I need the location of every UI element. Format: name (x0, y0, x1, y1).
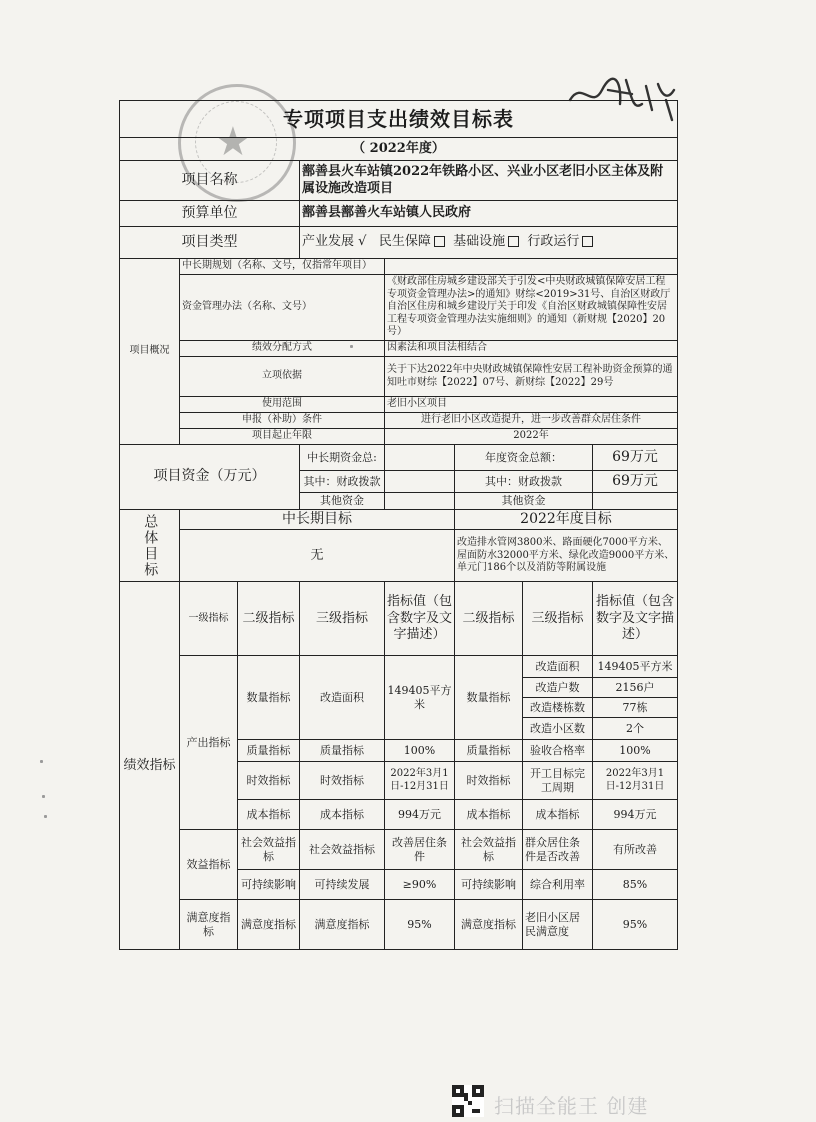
quality-value-annual: 100% (593, 740, 678, 762)
annual-other-label: 其他资金 (455, 493, 593, 510)
quantity-item-value: 77栋 (593, 698, 678, 718)
time-l3: 时效指标 (300, 762, 385, 800)
quality-l3: 质量指标 (300, 740, 385, 762)
satisfaction-indicator-label: 满意度指标 (180, 900, 238, 950)
funds-label: 项目资金（万元） (120, 445, 300, 510)
performance-table-frame (119, 100, 677, 970)
quality-l3-annual: 验收合格率 (523, 740, 593, 762)
social-l2-annual: 社会效益指标 (455, 830, 523, 870)
overview-row-value (385, 259, 678, 275)
cost-value-annual: 994万元 (593, 800, 678, 830)
value-header-mid: 指标值（包含数字及文字描述） (385, 582, 455, 656)
cost-l3: 成本指标 (300, 800, 385, 830)
overview-row-label: 中长期规划（名称、文号，仅指常年项目） (180, 259, 385, 275)
qr-code-icon (452, 1085, 484, 1117)
scan-speck (40, 760, 43, 763)
star-icon: ★ (215, 119, 251, 165)
satisfaction-l3-annual: 老旧小区居民满意度 (523, 900, 593, 950)
quantity-value: 149405平方米 (385, 656, 455, 740)
quality-l2: 质量指标 (238, 740, 300, 762)
cost-value: 994万元 (385, 800, 455, 830)
satisfaction-l2-annual: 满意度指标 (455, 900, 523, 950)
sustain-l2-annual: 可持续影响 (455, 870, 523, 900)
annual-finance-value: 69万元 (593, 471, 678, 493)
overview-row-label: 绩效分配方式 (180, 341, 385, 357)
time-l2: 时效指标 (238, 762, 300, 800)
sustain-l3-annual: 综合利用率 (523, 870, 593, 900)
satisfaction-l2: 满意度指标 (238, 900, 300, 950)
annual-other-value (593, 493, 678, 510)
cost-l2: 成本指标 (238, 800, 300, 830)
checkbox-icon (434, 236, 445, 247)
annual-goal-value: 改造排水管网3800米、路面硬化7000平方米、屋面防水32000平方米、绿化改造9000平方米、单元门186个以及消防等附属设施 (455, 530, 678, 582)
scan-speck (350, 345, 353, 348)
satisfaction-value: 95% (385, 900, 455, 950)
checkbox-icon (582, 236, 593, 247)
time-value: 2022年3月1日-12月31日 (385, 762, 455, 800)
overview-row-value: 老旧小区项目 (385, 397, 678, 413)
satisfaction-value-annual: 95% (593, 900, 678, 950)
type-option-livelihood[interactable]: 民生保障 (379, 234, 445, 249)
annual-goal-header: 2022年度目标 (455, 509, 678, 530)
social-value: 改善居住条件 (385, 830, 455, 870)
social-l3: 社会效益指标 (300, 830, 385, 870)
overview-label: 项目概况 (120, 259, 180, 445)
sustain-value-annual: 85% (593, 870, 678, 900)
scan-speck (42, 795, 45, 798)
annual-funds-total-value: 69万元 (593, 445, 678, 471)
mid-goal-header: 中长期目标 (180, 509, 455, 530)
project-name-label: 项目名称 (120, 161, 300, 201)
mid-funds-total-value (385, 445, 455, 471)
effect-indicator-label: 效益指标 (180, 830, 238, 900)
annual-funds-total-label: 年度资金总额： (455, 445, 593, 471)
level2-header-mid: 二级指标 (238, 582, 300, 656)
performance-target-table (119, 100, 678, 950)
mid-other-label: 其他资金 (300, 493, 385, 510)
cost-l3-annual: 成本指标 (523, 800, 593, 830)
quantity-l2-annual: 数量指标 (455, 656, 523, 740)
quantity-item-l3: 改造面积 (523, 656, 593, 678)
quantity-item-l3: 改造户数 (523, 678, 593, 698)
time-l2-annual: 时效指标 (455, 762, 523, 800)
overview-row-label: 立项依据 (180, 357, 385, 397)
overview-row-label: 资金管理办法（名称、文号） (180, 275, 385, 341)
sustain-value: ≥90% (385, 870, 455, 900)
overview-row-value: 《财政部住房城乡建设部关于引发<中央财政城镇保障安居工程专项资金管理办法>的通知》财综<2019>31号、自治区财政厅自治区住房和城乡建设厅关于印发《自治区财政城镇保障性安居工程专项资金管理办法实施细则》的通知（新财规【2020】20号） (385, 275, 678, 341)
level3-header-mid: 三级指标 (300, 582, 385, 656)
quantity-l2: 数量指标 (238, 656, 300, 740)
page-title: 专项项目支出绩效目标表 (120, 101, 678, 138)
overview-row-value: 进行老旧小区改造提升，进一步改善群众居住条件 (385, 413, 678, 429)
overview-row-value: 2022年 (385, 429, 678, 445)
output-indicator-label: 产出指标 (180, 656, 238, 830)
cost-l2-annual: 成本指标 (455, 800, 523, 830)
sustain-l3: 可持续发展 (300, 870, 385, 900)
social-l2: 社会效益指标 (238, 830, 300, 870)
value-header-annual: 指标值（包含数字及文字描述） (593, 582, 678, 656)
time-value-annual: 2022年3月1日-12月31日 (593, 762, 678, 800)
project-name-value: 鄯善县火车站镇2022年铁路小区、兴业小区老旧小区主体及附属设施改造项目 (300, 161, 678, 201)
overview-row-value: 因素法和项目法相结合 (385, 341, 678, 357)
quantity-item-value: 149405平方米 (593, 656, 678, 678)
type-option-infrastructure[interactable]: 基础设施 (453, 234, 519, 249)
level3-header-annual: 三级指标 (523, 582, 593, 656)
scan-speck (44, 815, 47, 818)
overview-row-label: 项目起止年限 (180, 429, 385, 445)
project-type-options (300, 227, 678, 259)
project-type-label: 项目类型 (120, 227, 300, 259)
level1-header: 一级指标 (180, 582, 238, 656)
year-label: （ 2022年度） (120, 138, 678, 161)
level2-header-annual: 二级指标 (455, 582, 523, 656)
quantity-item-value: 2个 (593, 718, 678, 740)
annual-finance-label: 其中：财政拨款 (455, 471, 593, 493)
overall-goal-label: 总体目标 (120, 509, 180, 582)
scanner-watermark: 扫描全能王 创建 (494, 1094, 649, 1118)
sustain-l2: 可持续影响 (238, 870, 300, 900)
budget-unit-value: 鄯善县鄯善火车站镇人民政府 (300, 201, 678, 227)
type-option-industry[interactable]: 产业发展 √ (302, 234, 367, 250)
overview-row-value: 关于下达2022年中央财政城镇保障性安居工程补助资金预算的通知吐市财综【2022】07号、新财综【2022】29号 (385, 357, 678, 397)
checkbox-icon (508, 236, 519, 247)
type-option-administration[interactable]: 行政运行 (527, 234, 593, 249)
quantity-item-l3: 改造小区数 (523, 718, 593, 740)
mid-funds-total-label: 中长期资金总: (300, 445, 385, 471)
time-l3-annual: 开工目标完工周期 (523, 762, 593, 800)
social-l3-annual: 群众居住条件是否改善 (523, 830, 593, 870)
quantity-item-l3: 改造楼栋数 (523, 698, 593, 718)
quantity-l3: 改造面积 (300, 656, 385, 740)
quantity-item-value: 2156户 (593, 678, 678, 698)
quality-l2-annual: 质量指标 (455, 740, 523, 762)
overview-row-label: 申报（补助）条件 (180, 413, 385, 429)
mid-finance-label: 其中：财政拨款 (300, 471, 385, 493)
mid-other-value (385, 493, 455, 510)
indicators-label: 绩效指标 (120, 582, 180, 950)
mid-finance-value (385, 471, 455, 493)
social-value-annual: 有所改善 (593, 830, 678, 870)
mid-goal-value: 无 (180, 530, 455, 582)
overview-row-label: 使用范围 (180, 397, 385, 413)
quality-value: 100% (385, 740, 455, 762)
check-mark-icon: √ (358, 234, 367, 250)
budget-unit-label: 预算单位 (120, 201, 300, 227)
satisfaction-l3: 满意度指标 (300, 900, 385, 950)
